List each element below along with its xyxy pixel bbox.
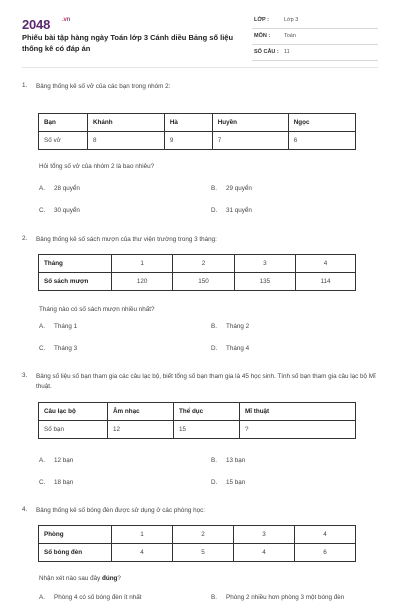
prompt-text-end: ? — [117, 575, 121, 582]
option-text: 30 quyển — [54, 207, 80, 214]
question-text: Bảng thống kê số bóng đèn được sử dụng ở các phòng học: — [36, 507, 205, 514]
question-text: Bảng thống kê số sách mượn của thư viện trường trong 3 tháng: — [36, 236, 217, 243]
option-c[interactable] — [39, 345, 77, 352]
question-number: 2. — [22, 235, 28, 242]
table-cell: 6 — [295, 544, 356, 562]
option-text: Tháng 4 — [226, 345, 250, 352]
table-header-cell: Tháng — [39, 255, 112, 273]
table-row — [39, 114, 356, 132]
table-row — [39, 526, 356, 544]
table-cell: 4 — [295, 255, 355, 273]
table-header-cell: Hà — [164, 114, 212, 132]
option-d[interactable] — [211, 207, 252, 214]
question-4-table — [38, 525, 356, 562]
option-letter: C. — [39, 479, 46, 486]
option-text: 18 bạn — [54, 479, 74, 486]
option-letter: D. — [211, 207, 218, 214]
option-letter: D. — [211, 345, 218, 352]
question-number: 1. — [22, 82, 28, 89]
table-header-cell: Khánh — [88, 114, 165, 132]
table-row — [39, 421, 356, 439]
table-row — [39, 544, 356, 562]
table-header-cell: Phòng — [39, 526, 112, 544]
option-text: 31 quyển — [226, 207, 252, 214]
option-text: Phòng 4 có số bóng đèn ít nhất — [54, 594, 142, 601]
table-cell: 7 — [212, 132, 288, 150]
meta-class-row — [252, 14, 378, 29]
option-a[interactable] — [39, 323, 77, 330]
option-letter: B. — [211, 185, 217, 192]
option-letter: C. — [39, 345, 46, 352]
table-cell: ? — [240, 421, 356, 439]
question-2-table — [38, 254, 356, 291]
meta-value: Lớp 3 — [284, 17, 299, 23]
table-cell: 1 — [112, 526, 173, 544]
option-text: 15 bạn — [226, 479, 246, 486]
option-c[interactable] — [39, 479, 73, 486]
table-cell: 4 — [295, 526, 356, 544]
option-letter: C. — [39, 207, 46, 214]
table-cell: 5 — [173, 544, 234, 562]
table-header-cell: Âm nhạc — [108, 403, 174, 421]
table-row — [39, 403, 356, 421]
table-cell: 3 — [234, 255, 295, 273]
question-prompt — [39, 575, 121, 582]
table-cell: 120 — [112, 273, 173, 291]
table-cell: 4 — [112, 544, 173, 562]
table-cell: 6 — [288, 132, 355, 150]
option-text: Tháng 3 — [54, 345, 78, 352]
question-prompt: Tháng nào có số sách mượn nhiều nhất? — [39, 306, 155, 313]
table-header-cell: Huyền — [212, 114, 288, 132]
meta-value: 11 — [284, 49, 290, 55]
table-cell: 2 — [173, 526, 234, 544]
table-cell: 12 — [108, 421, 174, 439]
table-header-cell: Ngọc — [288, 114, 355, 132]
question-number: 4. — [22, 506, 28, 513]
option-letter: A. — [39, 457, 45, 464]
table-header-cell: Số bóng đèn — [39, 544, 112, 562]
table-header-cell: Thể dục — [174, 403, 240, 421]
option-letter: A. — [39, 185, 45, 192]
option-letter: A. — [39, 594, 45, 601]
table-row — [39, 273, 356, 291]
option-letter: A. — [39, 323, 45, 330]
option-text: Tháng 1 — [54, 323, 78, 330]
meta-count-row — [252, 46, 378, 61]
option-text: Phòng 2 nhiều hơn phòng 3 một bóng đèn — [226, 594, 345, 601]
logo-main: 2048 — [22, 17, 51, 32]
table-cell: 9 — [164, 132, 212, 150]
table-cell: 2 — [173, 255, 234, 273]
option-a[interactable] — [39, 185, 80, 192]
meta-value: Toán — [284, 33, 296, 39]
table-cell: 1 — [112, 255, 173, 273]
meta-subject-row — [252, 30, 378, 45]
option-letter: D. — [211, 479, 218, 486]
table-cell: 150 — [173, 273, 234, 291]
option-letter: B. — [211, 457, 217, 464]
question-3-table — [38, 402, 356, 439]
option-text: 13 bạn — [226, 457, 246, 464]
option-letter: B. — [211, 323, 217, 330]
question-text: Bảng số liệu số bạn tham gia các câu lạc bộ, biết tổng số bạn tham gia là 45 học sinh. Tính số bạn tham gia câu lạc bộ Mĩ thuật. — [36, 373, 376, 390]
site-logo[interactable] — [22, 17, 71, 32]
table-header-cell: Mĩ thuật — [240, 403, 356, 421]
option-c[interactable] — [39, 207, 80, 214]
option-text: Tháng 2 — [226, 323, 250, 330]
table-cell: 135 — [234, 273, 295, 291]
option-text: 28 quyển — [54, 185, 80, 192]
option-letter: B. — [211, 594, 217, 601]
option-a[interactable] — [39, 457, 73, 464]
option-b[interactable] — [211, 323, 249, 330]
question-text: Bảng thống kê số vở của các bạn trong nhóm 2: — [36, 83, 171, 90]
table-cell: Số bạn — [39, 421, 108, 439]
logo-suffix: .vn — [62, 17, 71, 23]
option-d[interactable] — [211, 345, 249, 352]
table-cell: Số vở — [39, 132, 88, 150]
header-divider — [22, 67, 378, 68]
question-1-table — [38, 113, 356, 150]
table-cell: 8 — [88, 132, 165, 150]
option-b[interactable] — [211, 457, 245, 464]
table-cell: 114 — [295, 273, 355, 291]
prompt-text: Nhận xét nào sau đây — [39, 575, 103, 582]
page-title: Phiếu bài tập hàng ngày Toán lớp 3 Cánh diều Bảng số liệu thống kê có đáp án — [22, 33, 234, 53]
meta-key: SỐ CÂU : — [254, 49, 279, 55]
table-row — [39, 255, 356, 273]
table-header-cell: Số sách mượn — [39, 273, 112, 291]
table-row — [39, 132, 356, 150]
meta-key: LỚP : — [254, 17, 269, 23]
option-b[interactable] — [211, 185, 252, 192]
table-header-cell: Bạn — [39, 114, 88, 132]
option-text: 29 quyển — [226, 185, 252, 192]
table-cell: 4 — [234, 544, 295, 562]
table-header-cell: Câu lạc bộ — [39, 403, 108, 421]
option-d[interactable] — [211, 479, 245, 486]
question-prompt: Hỏi tổng số vở của nhóm 2 là bao nhiêu? — [39, 163, 155, 170]
table-cell: 3 — [234, 526, 295, 544]
table-cell: 15 — [174, 421, 240, 439]
prompt-emphasis: đúng — [102, 575, 118, 582]
option-text: 12 bạn — [54, 457, 74, 464]
question-number: 3. — [22, 372, 28, 379]
meta-key: MÔN : — [254, 33, 271, 39]
